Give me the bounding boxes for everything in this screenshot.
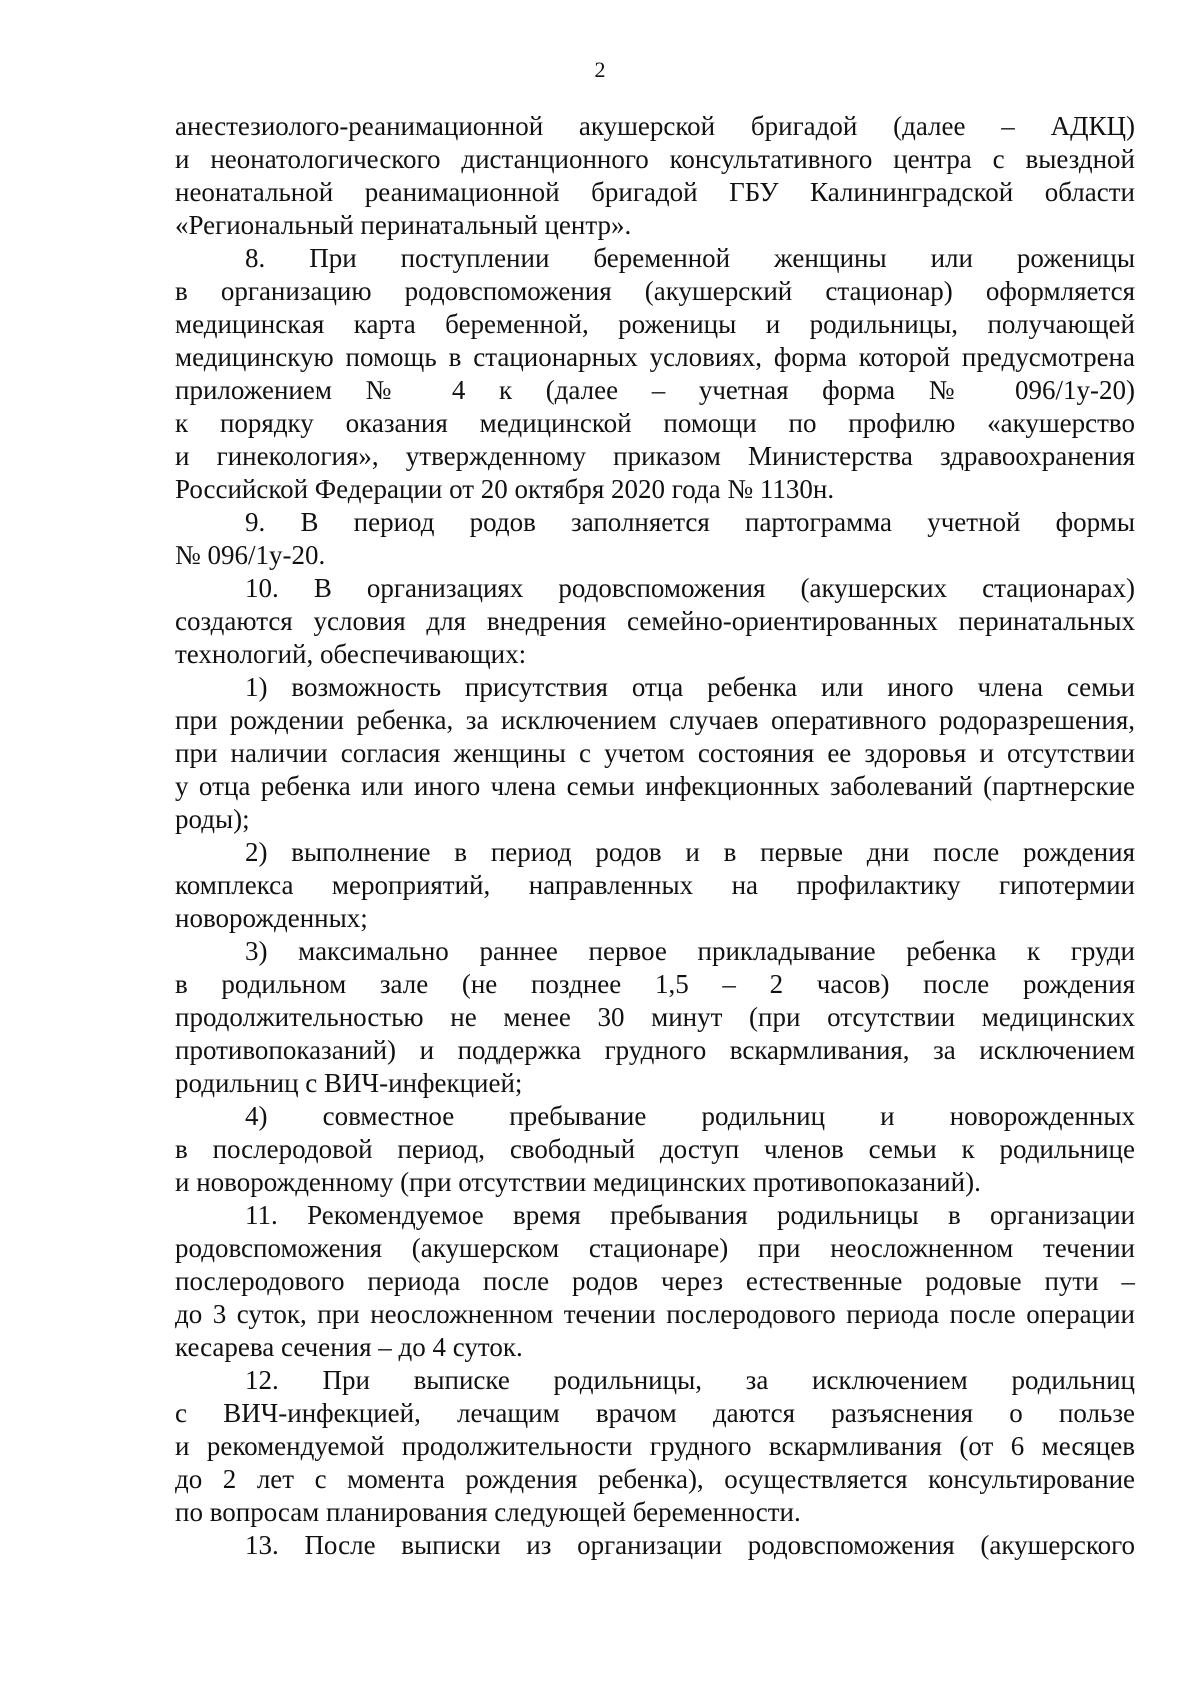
text-line: родовспоможения (акушерском стационаре) при неосложненном течении (175, 1233, 1135, 1263)
text-line: создаются условия для внедрения семейно-ориентированных перинатальных (175, 606, 1135, 636)
document-body (175, 110, 1135, 1562)
text-line: 11. Рекомендуемое время пребывания родильницы в организации (245, 1200, 1135, 1230)
text-line: приложением № 4 к (далее – учетная форма № 096/1у-20) (175, 375, 1135, 405)
text-line: до 2 лет с момента рождения ребенка), осуществляется консультирование (175, 1464, 1135, 1494)
text-line: «Региональный перинатальный центр». (175, 210, 632, 240)
text-line: до 3 суток, при неосложненном течении послеродового периода после операции (175, 1299, 1135, 1329)
text-line: при рождении ребенка, за исключением случаев оперативного родоразрешения, (175, 705, 1135, 735)
text-line: анестезиолого-реанимационной акушерской бригадой (далее – АДКЦ) (175, 111, 1135, 141)
text-line: в организацию родовспоможения (акушерский стационар) оформляется (175, 276, 1135, 306)
text-line: у отца ребенка или иного члена семьи инфекционных заболеваний (партнерские (175, 771, 1135, 801)
text-line: в послеродовой период, свободный доступ членов семьи к родильнице (175, 1134, 1135, 1164)
text-line: в родильном зале (не позднее 1,5 – 2 часов) после рождения (175, 969, 1135, 999)
text-line: роды); (175, 804, 250, 834)
text-line: при наличии согласия женщины с учетом состояния ее здоровья и отсутствии (175, 738, 1135, 768)
text-line: комплекса мероприятий, направленных на профилактику гипотермии (175, 870, 1135, 900)
text-line: 13. После выписки из организации родовспоможения (акушерского (245, 1530, 1135, 1560)
text-line: и неонатологического дистанционного консультативного центра с выездной (175, 144, 1135, 174)
text-line: 3) максимально раннее первое прикладывание ребенка к груди (245, 936, 1135, 966)
text-line: к порядку оказания медицинской помощи по профилю «акушерство (175, 408, 1135, 438)
text-line: продолжительностью не менее 30 минут (при отсутствии медицинских (175, 1002, 1135, 1032)
text-line: противопоказаний) и поддержка грудного вскармливания, за исключением (175, 1035, 1135, 1065)
text-line: 10. В организациях родовспоможения (акушерских стационарах) (245, 573, 1135, 603)
text-line: 1) возможность присутствия отца ребенка или иного члена семьи (245, 672, 1135, 702)
text-line: с ВИЧ-инфекцией, лечащим врачом даются разъяснения о пользе (175, 1398, 1135, 1428)
text-line: технологий, обеспечивающих: (175, 639, 527, 669)
text-line: послеродового периода после родов через естественные родовые пути – (175, 1266, 1135, 1296)
text-line: новорожденных; (175, 903, 368, 933)
text-line: 12. При выписке родильницы, за исключением родильниц (245, 1365, 1135, 1395)
text-line: медицинскую помощь в стационарных условиях, форма которой предусмотрена (175, 342, 1135, 372)
text-line: 9. В период родов заполняется партограмма учетной формы (245, 507, 1135, 537)
text-line: 2) выполнение в период родов и в первые дни после рождения (245, 837, 1135, 867)
page-number: 2 (594, 57, 606, 82)
text-line: по вопросам планирования следующей беременности. (175, 1497, 801, 1527)
text-line: и гинекология», утвержденному приказом Министерства здравоохранения (175, 441, 1135, 471)
text-line: Российской Федерации от 20 октября 2020 года № 1130н. (175, 474, 835, 504)
text-line: и рекомендуемой продолжительности грудного вскармливания (от 6 месяцев (175, 1431, 1135, 1461)
text-line: кесарева сечения – до 4 суток. (175, 1332, 523, 1362)
text-line: 4) совместное пребывание родильниц и новорожденных (245, 1101, 1135, 1131)
text-line: родильниц с ВИЧ-инфекцией; (175, 1068, 523, 1098)
text-line: медицинская карта беременной, роженицы и родильницы, получающей (175, 309, 1135, 339)
text-line: № 096/1у-20. (175, 540, 326, 570)
text-line: и новорожденному (при отсутствии медицинских противопоказаний). (175, 1167, 981, 1197)
text-line: 8. При поступлении беременной женщины или роженицы (245, 243, 1135, 273)
text-line: неонатальной реанимационной бригадой ГБУ Калининградской области (175, 177, 1135, 207)
